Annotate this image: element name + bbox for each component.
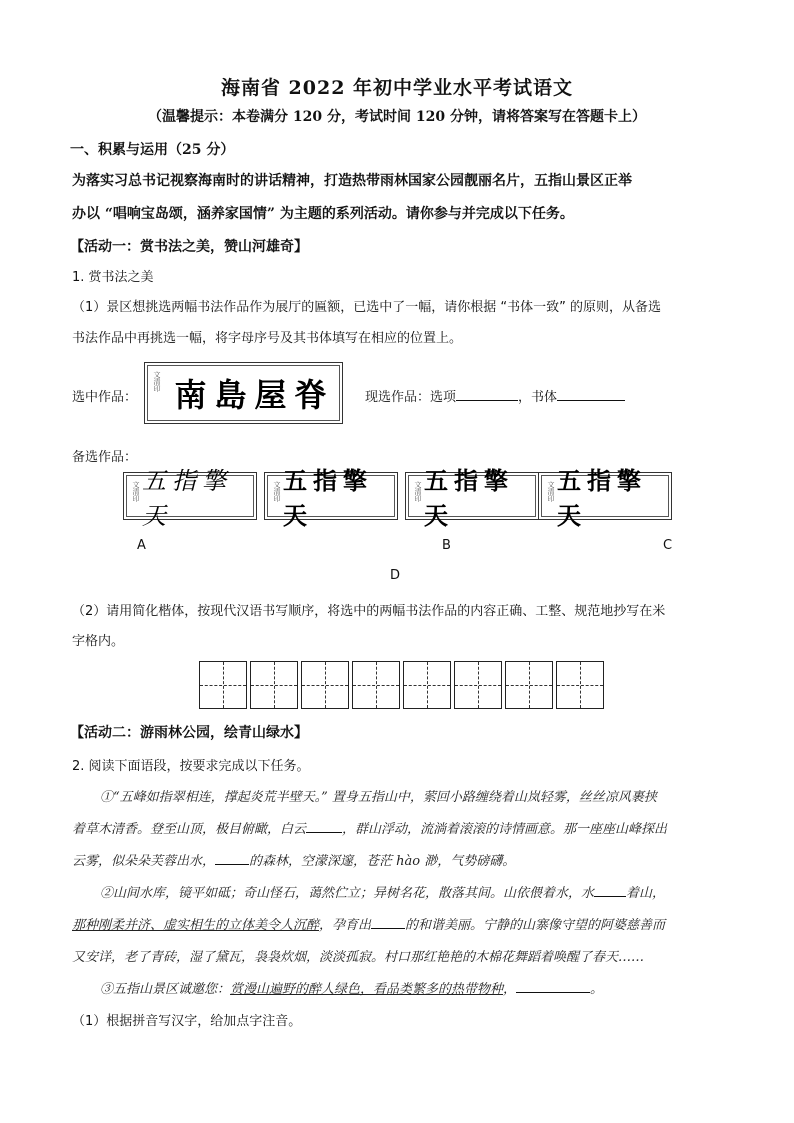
seal-mark: 文清印	[414, 481, 422, 502]
passage-text: ②山间水库，镜平如砥；奇山怪石，蔼然伫立；异树名花，散落其间。山依偎着水，水	[100, 886, 595, 901]
intro-line-1: 为落实习总书记视察海南时的讲话精神，打造热带雨林国家公园靓丽名片，五指山景区正举	[72, 173, 632, 189]
seal-mark: 文清印	[132, 481, 140, 502]
fill-blank[interactable]	[371, 914, 405, 929]
question1-part2-line2: 字格内。	[72, 634, 125, 649]
mi-character-grid	[199, 661, 607, 709]
intro-line-2: 办以 “唱响宝岛颂，涵养家国情” 为主题的系列活动。请你参与并完成以下任务。	[72, 206, 574, 222]
passage-text: ③五指山景区诚邀您：	[100, 982, 231, 997]
underlined-sentence: 那种刚柔并济、虚实相生的立体美令人沉醉	[72, 918, 320, 933]
question1-title: 1. 赏书法之美	[72, 270, 154, 285]
candidate-d-text: 五指擎天	[557, 467, 647, 530]
candidate-b-text: 五指擎天	[283, 466, 373, 530]
question2-part1: （1）根据拼音写汉字，给加点字注音。	[72, 1014, 302, 1029]
fill-blank[interactable]	[516, 978, 590, 993]
option-b-label: B	[442, 538, 451, 553]
candidate-c-text: 五指擎天	[424, 466, 514, 530]
grid-cell[interactable]	[556, 661, 604, 709]
current-option-label: 现选作品：选项	[365, 390, 457, 405]
passage-text: 的和谐美丽。宁静的山寨像守望的阿婆慈善而	[405, 918, 666, 933]
question1-part2-line1: （2）请用简化楷体，按现代汉语书写顺序，将选中的两幅书法作品的内容正确、工整、规范地抄写在米	[72, 604, 666, 619]
exam-notice: （温馨提示：本卷满分 120 分，考试时间 120 分钟，请将答案写在答题卡上）	[148, 109, 646, 125]
grid-cell[interactable]	[505, 661, 553, 709]
passage-text: 的森林，空濛深邃，苍茫 hào 渺，气势磅礴。	[249, 854, 516, 869]
passage-text: 云雾，似朵朵芙蓉出水，	[72, 854, 216, 869]
grid-cell[interactable]	[454, 661, 502, 709]
option-c-label: C	[663, 538, 673, 553]
question1-part1-line2: 书法作品中再挑选一幅，将字母序号及其书体填写在相应的位置上。	[72, 331, 463, 346]
option-blank[interactable]	[456, 386, 518, 401]
activity2-heading: 【活动二：游雨林公园，绘青山绿水】	[70, 725, 308, 741]
grid-cell[interactable]	[352, 661, 400, 709]
seal-mark: 文清印	[153, 371, 161, 392]
option-a-label: A	[137, 538, 146, 553]
passage-text: ，群山浮动，流淌着滚滚的诗情画意。那一座座山峰探出	[342, 822, 668, 837]
passage-p2-line3: 又安详，老了青砖，湿了黛瓦，袅袅炊烟，淡淡孤寂。村口那红艳艳的木棉花舞蹈着唤醒了春天……	[72, 950, 645, 965]
passage-p1-line3	[72, 850, 515, 869]
selected-work-label: 选中作品：	[72, 390, 138, 405]
font-label: ，书体	[518, 390, 558, 405]
question2-title: 2. 阅读下面语段，按要求完成以下任务。	[72, 759, 310, 774]
option-d-label: D	[390, 568, 401, 583]
grid-cell[interactable]	[199, 661, 247, 709]
underlined-sentence: 赏漫山遍野的醉人绿色，看品类繁多的热带物种	[230, 982, 504, 997]
passage-text: 着草木清香。登至山顶，极目俯瞰，白云	[72, 822, 307, 837]
fill-blank[interactable]	[306, 818, 342, 833]
answer-line	[365, 386, 625, 405]
candidates-label: 备选作品：	[72, 450, 138, 465]
section-heading: 一、积累与运用（25 分）	[70, 142, 235, 158]
passage-p1-line2	[72, 818, 667, 837]
candidate-calligraphy-d	[538, 467, 672, 530]
passage-p2-line1	[100, 882, 665, 901]
grid-cell[interactable]	[403, 661, 451, 709]
grid-cell[interactable]	[250, 661, 298, 709]
seal-mark: 文清印	[547, 481, 555, 502]
passage-text: ，孕育出	[319, 918, 372, 933]
font-blank[interactable]	[557, 386, 625, 401]
grid-cell[interactable]	[301, 661, 349, 709]
selected-calligraphy-text: 南島屋脊	[174, 376, 335, 414]
passage-p3-line1	[100, 978, 603, 997]
passage-text: ，	[503, 982, 517, 997]
passage-p1-line1: ①“五峰如指翠相连，撑起炎荒半壁天。” 置身五指山中，萦回小路缠绕着山岚轻雾，丝丝凉风裹挟	[100, 790, 657, 805]
candidate-calligraphy-a	[123, 467, 257, 530]
selected-calligraphy-image	[144, 362, 343, 424]
passage-text: 。	[590, 982, 604, 997]
fill-blank[interactable]	[215, 850, 249, 865]
page-title: 海南省 2022 年初中学业水平考试语文	[220, 77, 574, 99]
candidate-calligraphy-b	[264, 466, 398, 530]
fill-blank[interactable]	[594, 882, 626, 897]
passage-text: 着山，	[626, 886, 666, 901]
candidate-calligraphy-c	[405, 466, 539, 530]
candidate-a-text: 五指擎天	[142, 467, 232, 530]
question1-part1-line1: （1）景区想挑选两幅书法作品作为展厅的匾额，已选中了一幅，请你根据 “书体一致” 的原则，从备选	[72, 300, 662, 315]
seal-mark: 文清印	[273, 481, 281, 502]
activity1-heading: 【活动一：赏书法之美，赞山河雄奇】	[70, 239, 308, 255]
passage-p2-line2	[72, 914, 665, 933]
